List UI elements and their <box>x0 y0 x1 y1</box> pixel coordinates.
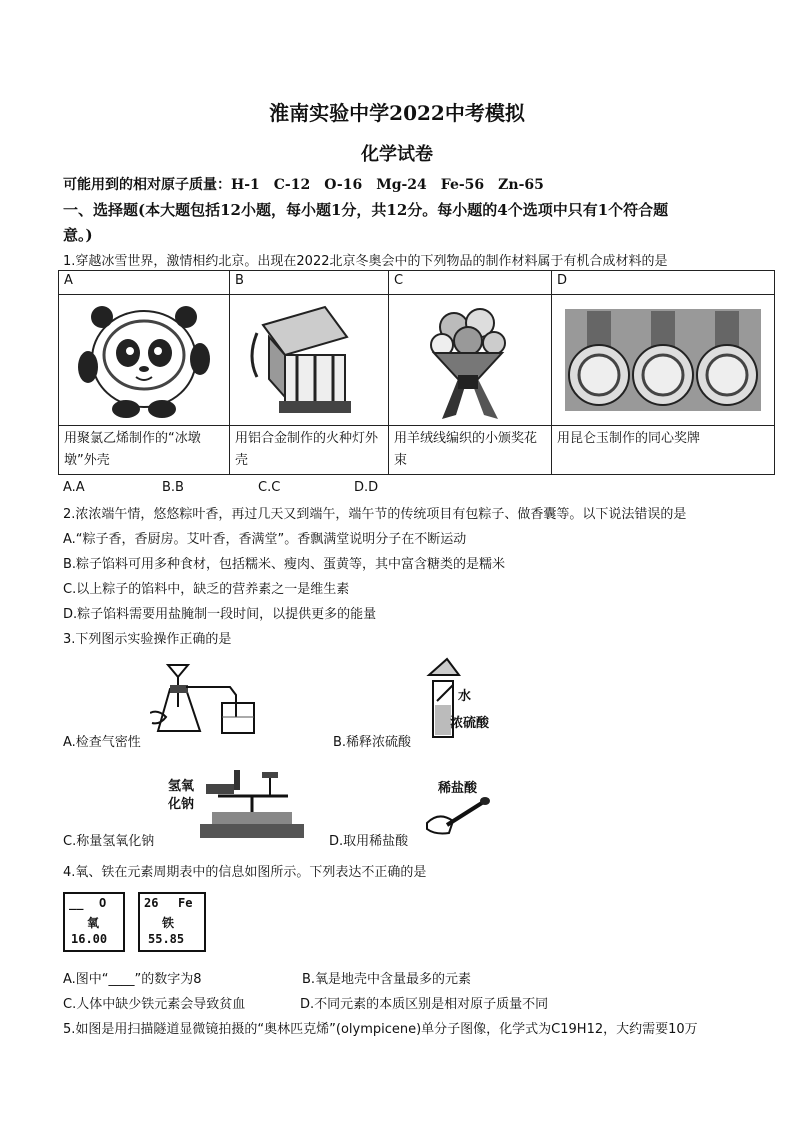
q4-option-c: C.人体中缺少铁元素会导致贫血 <box>63 997 246 1012</box>
iron-mass: 55.85 <box>148 932 185 946</box>
q1-image-a <box>59 295 230 426</box>
q1-caption-c: 用羊绒线编织的小颁奖花束 <box>389 426 552 475</box>
iron-name: 铁 <box>162 916 175 930</box>
page-title: 淮南实验中学2022中考模拟 <box>269 101 525 125</box>
q3-label-naoh-1: 氢氧 <box>168 779 195 794</box>
section-heading-line1: 一、选择题(本大题包括12小题，每小题1分，共12分。每小题的4个选项中只有1个符合题 <box>63 201 669 219</box>
iron-element-card <box>138 892 206 952</box>
q3-option-c: C.称量氢氧化钠 <box>63 834 155 849</box>
q4-option-d: D.不同元素的本质区别是相对原子质量不同 <box>300 997 549 1012</box>
page-subtitle: 化学试卷 <box>361 144 433 165</box>
oxygen-number-blank: __ <box>69 896 84 910</box>
oxygen-element-card <box>63 892 125 952</box>
atomic-masses: 可能用到的相对原子质量：H-1 C-12 O-16 Mg-24 Fe-56 Zn-65 <box>63 177 544 193</box>
bing-dwen-dwen-mascot-icon <box>64 297 224 423</box>
q4-stem: 4.氧、铁在元素周期表中的信息如图所示。下列表达不正确的是 <box>63 865 427 880</box>
q2-option-b: B.粽子馅料可用多种食材，包括糯米、瘦肉、蛋黄等，其中富含糖类的是糯米 <box>63 557 506 572</box>
q2-option-d: D.粽子馅料需要用盐腌制一段时间，以提供更多的能量 <box>63 607 377 622</box>
q2-option-c: C.以上粽子的馅料中，缺乏的营养素之一是维生素 <box>63 582 350 597</box>
q1-option-c: C.C <box>258 480 281 495</box>
oxygen-mass: 16.00 <box>71 932 108 946</box>
knitted-bouquet-icon <box>394 297 546 423</box>
section-heading-line2: 意。) <box>63 226 93 244</box>
q1-stem: 1.穿越冰雪世界，激情相约北京。出现在2022北京冬奥会中的下列物品的制作材料属于有机合成材料的是 <box>63 254 668 269</box>
q3-label-water: 水 <box>458 689 472 704</box>
q1-header-a: A <box>59 271 230 295</box>
q3-label-conc-acid: 浓硫酸 <box>450 716 490 731</box>
q3-option-a: A.检查气密性 <box>63 735 141 750</box>
q1-image-c <box>389 295 552 426</box>
q2-option-a: A.“粽子香，香厨房。艾叶香，香满堂”。香飘满堂说明分子在不断运动 <box>63 532 467 547</box>
q1-image-b <box>230 295 389 426</box>
q3-option-b: B.稀释浓硫酸 <box>333 735 412 750</box>
iron-number: 26 <box>144 896 159 910</box>
q1-option-a: A.A <box>63 480 85 495</box>
q1-header-d: D <box>552 271 775 295</box>
iron-symbol: Fe <box>178 896 193 910</box>
balance-scale-icon <box>198 762 308 842</box>
q1-header-c: C <box>389 271 552 295</box>
q1-caption-b: 用铝合金制作的火种灯外壳 <box>230 426 389 475</box>
q3-option-d: D.取用稀盐酸 <box>329 834 409 849</box>
oxygen-name: 氧 <box>87 916 100 930</box>
q1-caption-a: 用聚氯乙烯制作的“冰墩墩”外壳 <box>59 426 230 475</box>
oxygen-symbol: O <box>99 896 107 910</box>
q1-option-d: D.D <box>354 480 379 495</box>
q2-stem: 2.浓浓端午情，悠悠粽叶香，再过几天又到端午，端午节的传统项目有包粽子、做香囊等。以下说法错误的是 <box>63 507 687 522</box>
q1-image-d <box>552 295 775 426</box>
torch-lantern-icon <box>235 297 383 423</box>
q3-stem: 3.下列图示实验操作正确的是 <box>63 632 232 647</box>
q1-caption-d: 用昆仑玉制作的同心奖牌 <box>552 426 775 475</box>
q1-options-table <box>58 270 775 475</box>
q4-option-b: B.氧是地壳中含量最多的元素 <box>302 972 472 987</box>
q3-label-dilute-hcl: 稀盐酸 <box>438 781 478 796</box>
q4-option-a: A.图中“____”的数字为8 <box>63 972 202 987</box>
airtight-check-apparatus-icon <box>150 655 275 745</box>
q3-label-naoh-2: 化钠 <box>168 797 195 812</box>
dropper-hand-icon <box>423 795 493 840</box>
q1-header-b: B <box>230 271 389 295</box>
concentric-medals-icon <box>557 297 769 423</box>
q1-option-b: B.B <box>162 480 184 495</box>
q5-stem: 5.如图是用扫描隧道显微镜拍摄的“奥林匹克烯”(olympicene)单分子图像，化学式为C19H12，大约需要10万 <box>63 1022 698 1037</box>
